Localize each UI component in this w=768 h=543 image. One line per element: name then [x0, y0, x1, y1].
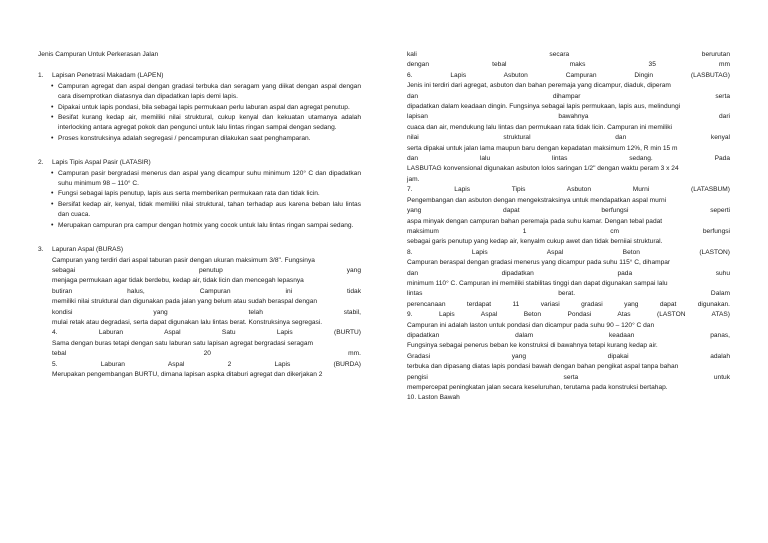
section-number: 3. [38, 246, 44, 254]
text-line: terbuka dan dipasang diatas lapis pondasi bawah dengan bahan pengikat aspal tanpa bahan [407, 363, 679, 371]
text-line: dipadatkan dalam keadaan panas, [407, 331, 730, 339]
section-heading-lapen [38, 71, 361, 81]
section-heading-buras [38, 245, 361, 255]
text-line: cuaca dan air, mendukung lalu lintas dan permukaan rata tidak licin. Campuran ini memiliki [407, 123, 672, 131]
section-heading-latasir [38, 158, 361, 168]
section-title: Lapisan Penetrasi Makadam (LAPEN) [52, 72, 164, 80]
right-column [407, 50, 730, 404]
text-line: Gradasi yang dipakai adalah [407, 352, 730, 360]
text-line: kondisi yang telah stabil, [52, 308, 361, 316]
list-item: • Fungsi sebagai lapis penutup, lapis aus serta memberikan permukaan rata dan tidak licin. [58, 189, 361, 199]
left-column [38, 50, 361, 380]
text-line: sebagai penutup yang [52, 266, 361, 274]
text-line: 6. Lapis Asbuton Campuran Dingin (LASBUTAG) [407, 71, 730, 79]
text-line: yang dapat berfungsi seperti [407, 207, 730, 215]
text-line: jam. [407, 175, 420, 183]
text-line: mempercepat peningkatan jalan secara keseluruhan, terutama pada konstruksi bertahap. [407, 384, 668, 391]
text-line: dan lalu lintas sedang. Pada [407, 155, 730, 163]
text-line: 8. Lapis Aspal Beton (LASTON) [407, 248, 730, 256]
text-line: dengan tebal maks 35 mm [407, 61, 730, 69]
text-line: Pengembangan dan asbuton dengan mengekstraksinya untuk mendapatkan aspal murni [407, 196, 667, 204]
text-line: perencanaan terdapat 11 variasi gradasi yang dapat digunakan. [407, 300, 730, 308]
list-item: • Proses konstruksinya adalah segregasi / pencampuran dilakukan saat penghamparan. [58, 134, 361, 144]
text-line: 10. Laston Bawah [407, 394, 460, 402]
text-line: menjaga permukaan agar tidak berdebu, kedap air, tidak licin dan mencegah lepasnya [52, 277, 304, 285]
text-line: Campuran ini adalah laston untuk pondasi dan dicampur pada suhu 90 – 120° C dan [407, 321, 655, 329]
text-line: dan dihampar serta [407, 92, 730, 100]
text-line: sebagai garis penutup yang kedap air, kenyalm cukup awet dan tidak berniiai struktural. [407, 238, 663, 246]
text-line: minimum 110° C. Campuran ini memiliki stabilitas tinggi dan dapat digunakan sampai lalu [407, 279, 668, 287]
list-item: • Besifat kurang kedap air, memiliki nilai struktural, cukup kenyal dan kekuatan utamanya adalah interlocking antara agregat pokok dan pengunci untuk lalu lintas ringan sampai dengan sedang. [58, 113, 361, 134]
text-line: lapisan bawahnya dari [407, 113, 730, 121]
section-number: 2. [38, 159, 44, 167]
lapen-list [38, 82, 361, 144]
text-line: serta dipakai untuk jalan lama maupun baru dengan kepadatan maksimum 12%, R min 15 m [407, 144, 678, 152]
text-line: Jenis ini terdiri dari agregat, asbuton dan bahan peremaja yang dicampur, diaduk, diperam [407, 82, 671, 90]
text-line: dipadatkan dalam keadaan dingin. Fungsinya sebagai lapis permukaan, lapis aus, melindungi [407, 103, 681, 111]
text-line: Fungsinya sebagai penerus beban ke konstruksi di bawahnya tetapi kurang kedap air. [407, 342, 658, 350]
text-line: aspa minyak dengan campuran bahan peremaja pada suhu kamar. Dengan tebal padat [407, 217, 663, 225]
section-number: 1. [38, 72, 44, 80]
text-line: butiran halus, Campuran ini tidak [52, 287, 361, 295]
text-line: lintas berat. Dalam [407, 290, 730, 298]
text-line: nilai struktural dan kenyal [407, 134, 730, 142]
text-line: 7. Lapis Tipis Asbuton Murni (LATASBUM) [407, 186, 730, 194]
list-item: • Bersifat kedap air, kenyal, tidak memiliki nilai struktural, tahan terhadap aus karena beban lalu lintas dan cuaca. [58, 200, 361, 221]
text-line: dan dipadatkan pada suhu [407, 269, 730, 277]
text-line: 4. Laburan Aspal Satu Lapis (BURTU) [52, 329, 361, 337]
text-line: Campuran yang terdiri dari aspal taburan pasir dengan ukuran maksimum 3/8". Fungsinya [52, 256, 315, 264]
document-title: Jenis Campuran Untuk Perkerasan Jalan [38, 51, 159, 58]
text-line: kali secara berurutan [407, 51, 730, 58]
text-line: memiliki nilai struktural dan digunakan pada jalan yang belum atau sudah beraspal dengan [52, 298, 318, 306]
latasir-list [38, 169, 361, 231]
text-line: pengisi serta untuk [407, 373, 730, 381]
text-line: 9. Lapis Aspal Beton Pondasi Atas (LASTON ATAS) [407, 311, 730, 319]
list-item: • Campuran agregat dan aspal dengan gradasi terbuka dan seragam yang diikat dengan aspal dengan cara disemprotkan diatasnya dan dipadatkan lapis demi lapis. [58, 82, 361, 103]
text-line: Merupakan pengembangan BURTU, dimana lapisan aspka ditaburi agregat dan dikerjakan 2 [52, 370, 323, 378]
text-line: Sama dengan buras tetapi dengan satu laburan satu lapisan agregat bergradasi seragam [52, 339, 313, 347]
buras-paragraph [52, 256, 361, 381]
section-title: Lapuran Aspal (BURAS) [52, 246, 124, 254]
text-line: tebal 20 mm. [52, 350, 361, 358]
text-line: mulai retak atau degradasi, serta dapat digunakan lalu lintas berat. Konstruksinya segregasi. [52, 318, 323, 326]
list-item: • Dipakai untuk lapis pondasi, bila sebagai lapis permukaan perlu laburan aspal dan agregat penutup. [58, 103, 361, 113]
text-line: Campuran beraspal dengan gradasi menerus yang dicampur pada suhu 115° C, dihampar [407, 259, 671, 267]
list-item: • Campuran pasir bergradasi menerus dan aspal yang dicampur suhu minimum 120° C dan dipadatkan suhu minimum 98 – 110° C. [58, 169, 361, 190]
text-line: maksimum 1 cm berfungsi [407, 227, 730, 235]
text-line: 5. Laburan Aspal 2 Lapis (BURDA) [52, 360, 361, 368]
list-item: • Merupakan campuran pra campur dengan hotmix yang cocok untuk lalu lintas ringan sampai sedang. [58, 221, 361, 231]
text-line: LASBUTAG konvensional digunakan asbuton lolos saringan 1/2" dengan waktu peram 3 x 24 [407, 165, 679, 173]
section-title: Lapis Tipis Aspal Pasir (LATASIR) [52, 159, 151, 167]
